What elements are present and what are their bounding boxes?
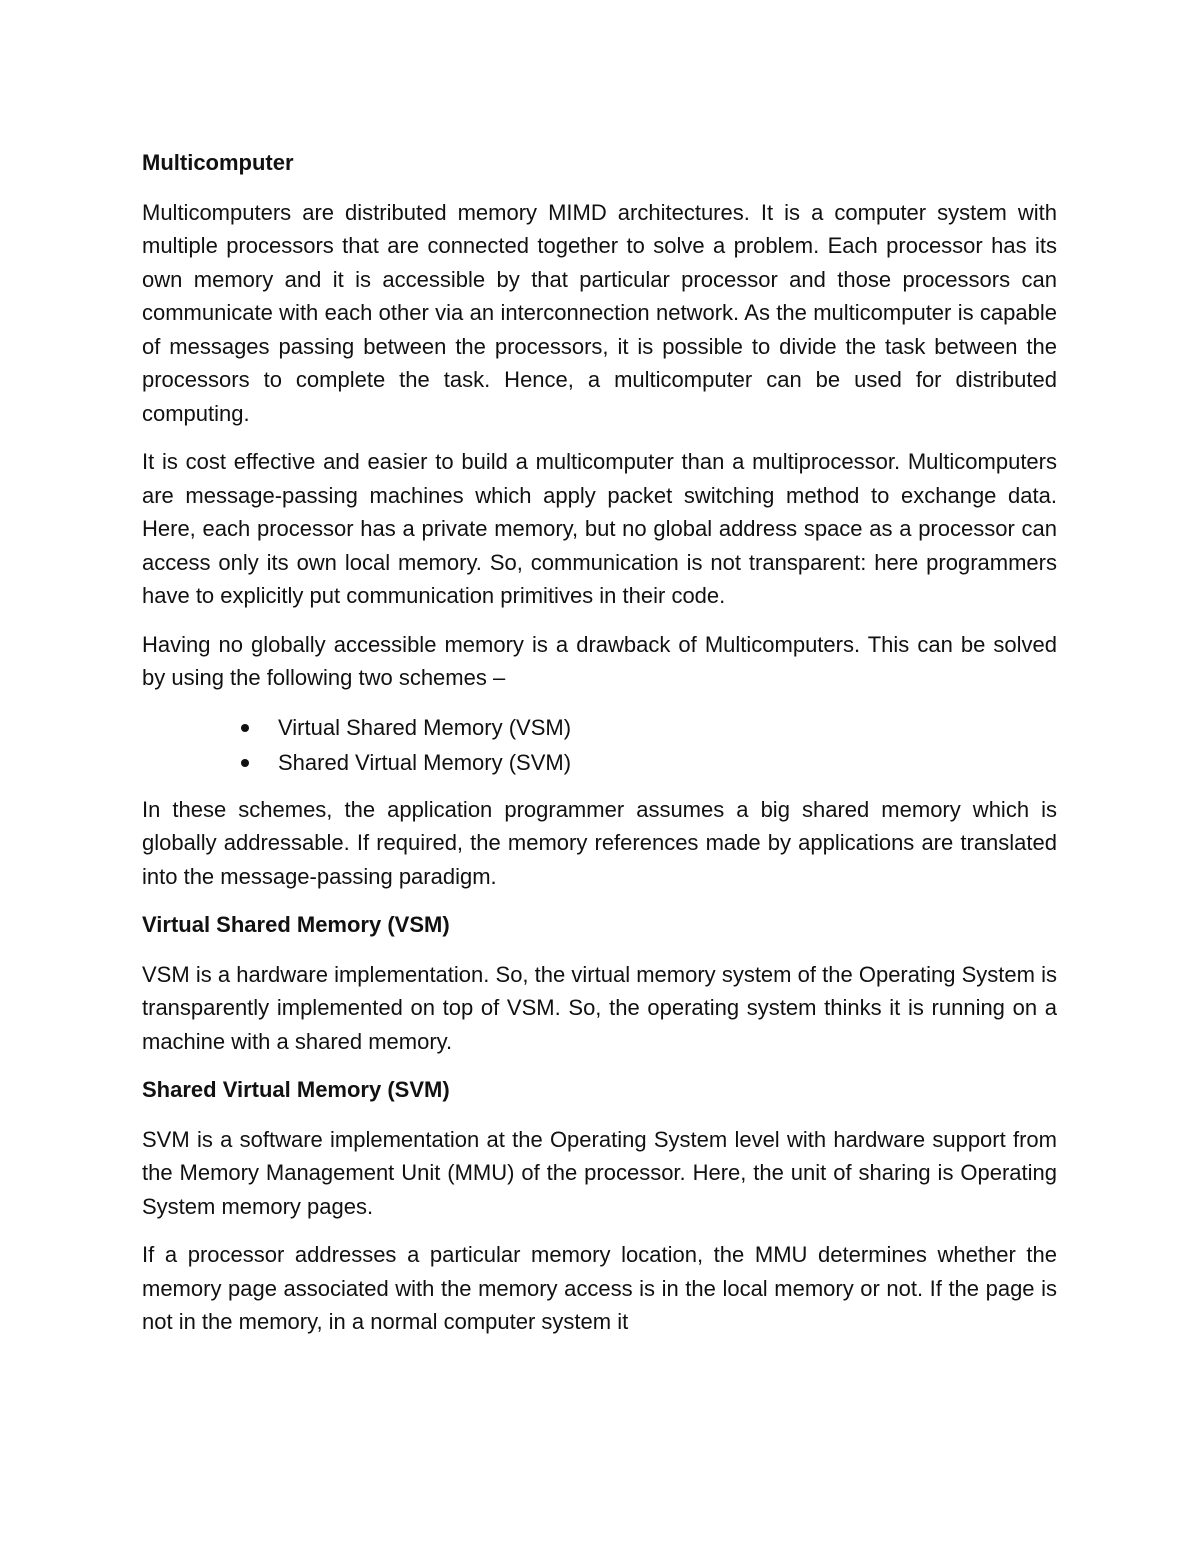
section-heading-vsm: Virtual Shared Memory (VSM)	[142, 912, 450, 937]
paragraph-svm-1: SVM is a software implementation at the Operating System level with hardware support from the Memory Management Unit (MMU) of the processor. Here, the unit of sharing is Operating System memory pages.	[142, 1126, 1057, 1219]
page-title: Multicomputer	[142, 150, 294, 175]
schemes-list	[142, 710, 1057, 781]
list-item	[142, 745, 1057, 781]
paragraph-vsm: VSM is a hardware implementation. So, the virtual memory system of the Operating System is transparently implemented on top of VSM. So, the operating system thinks it is running on a machine with a shared memory.	[142, 961, 1057, 1054]
paragraph-intro-1: Multicomputers are distributed memory MIMD architectures. It is a computer system with multiple processors that are connected together to solve a problem. Each processor has its own memory and it is accessible by that particular processor and those processors can communicate with each other via an interconnection network. As the multicomputer is capable of messages passing between the processors, it is possible to divide the task between the processors to complete the task. Hence, a multicomputer can be used for distributed computing.	[142, 199, 1057, 426]
list-item-label: Shared Virtual Memory (SVM)	[278, 750, 572, 775]
bullet-icon	[241, 759, 249, 767]
list-item	[142, 710, 1057, 746]
document-body	[142, 146, 1057, 1354]
bullet-icon	[241, 724, 249, 732]
paragraph-svm-2: If a processor addresses a particular memory location, the MMU determines whether the memory page associated with the memory access is in the local memory or not. If the page is not in the memory, in a normal computer system it	[142, 1242, 1057, 1334]
section-heading-svm: Shared Virtual Memory (SVM)	[142, 1077, 450, 1102]
paragraph-intro-2: It is cost effective and easier to build a multicomputer than a multiprocessor. Multicomputers are message-passing machines which apply packet switching method to exchange data. Here, each processor has a private memory, but no global address space as a processor can access only its own local memory. So, communication is not transparent: here programmers have to explicitly put communication primitives in their code.	[142, 449, 1057, 608]
list-item-label: Virtual Shared Memory (VSM)	[278, 714, 572, 740]
paragraph-intro-3: Having no globally accessible memory is a drawback of Multicomputers. This can be solved by using the following two schemes –	[142, 631, 1057, 690]
paragraph-schemes: In these schemes, the application programmer assumes a big shared memory which is globally addressable. If required, the memory references made by applications are translated into the message-passing paradigm.	[142, 796, 1057, 889]
